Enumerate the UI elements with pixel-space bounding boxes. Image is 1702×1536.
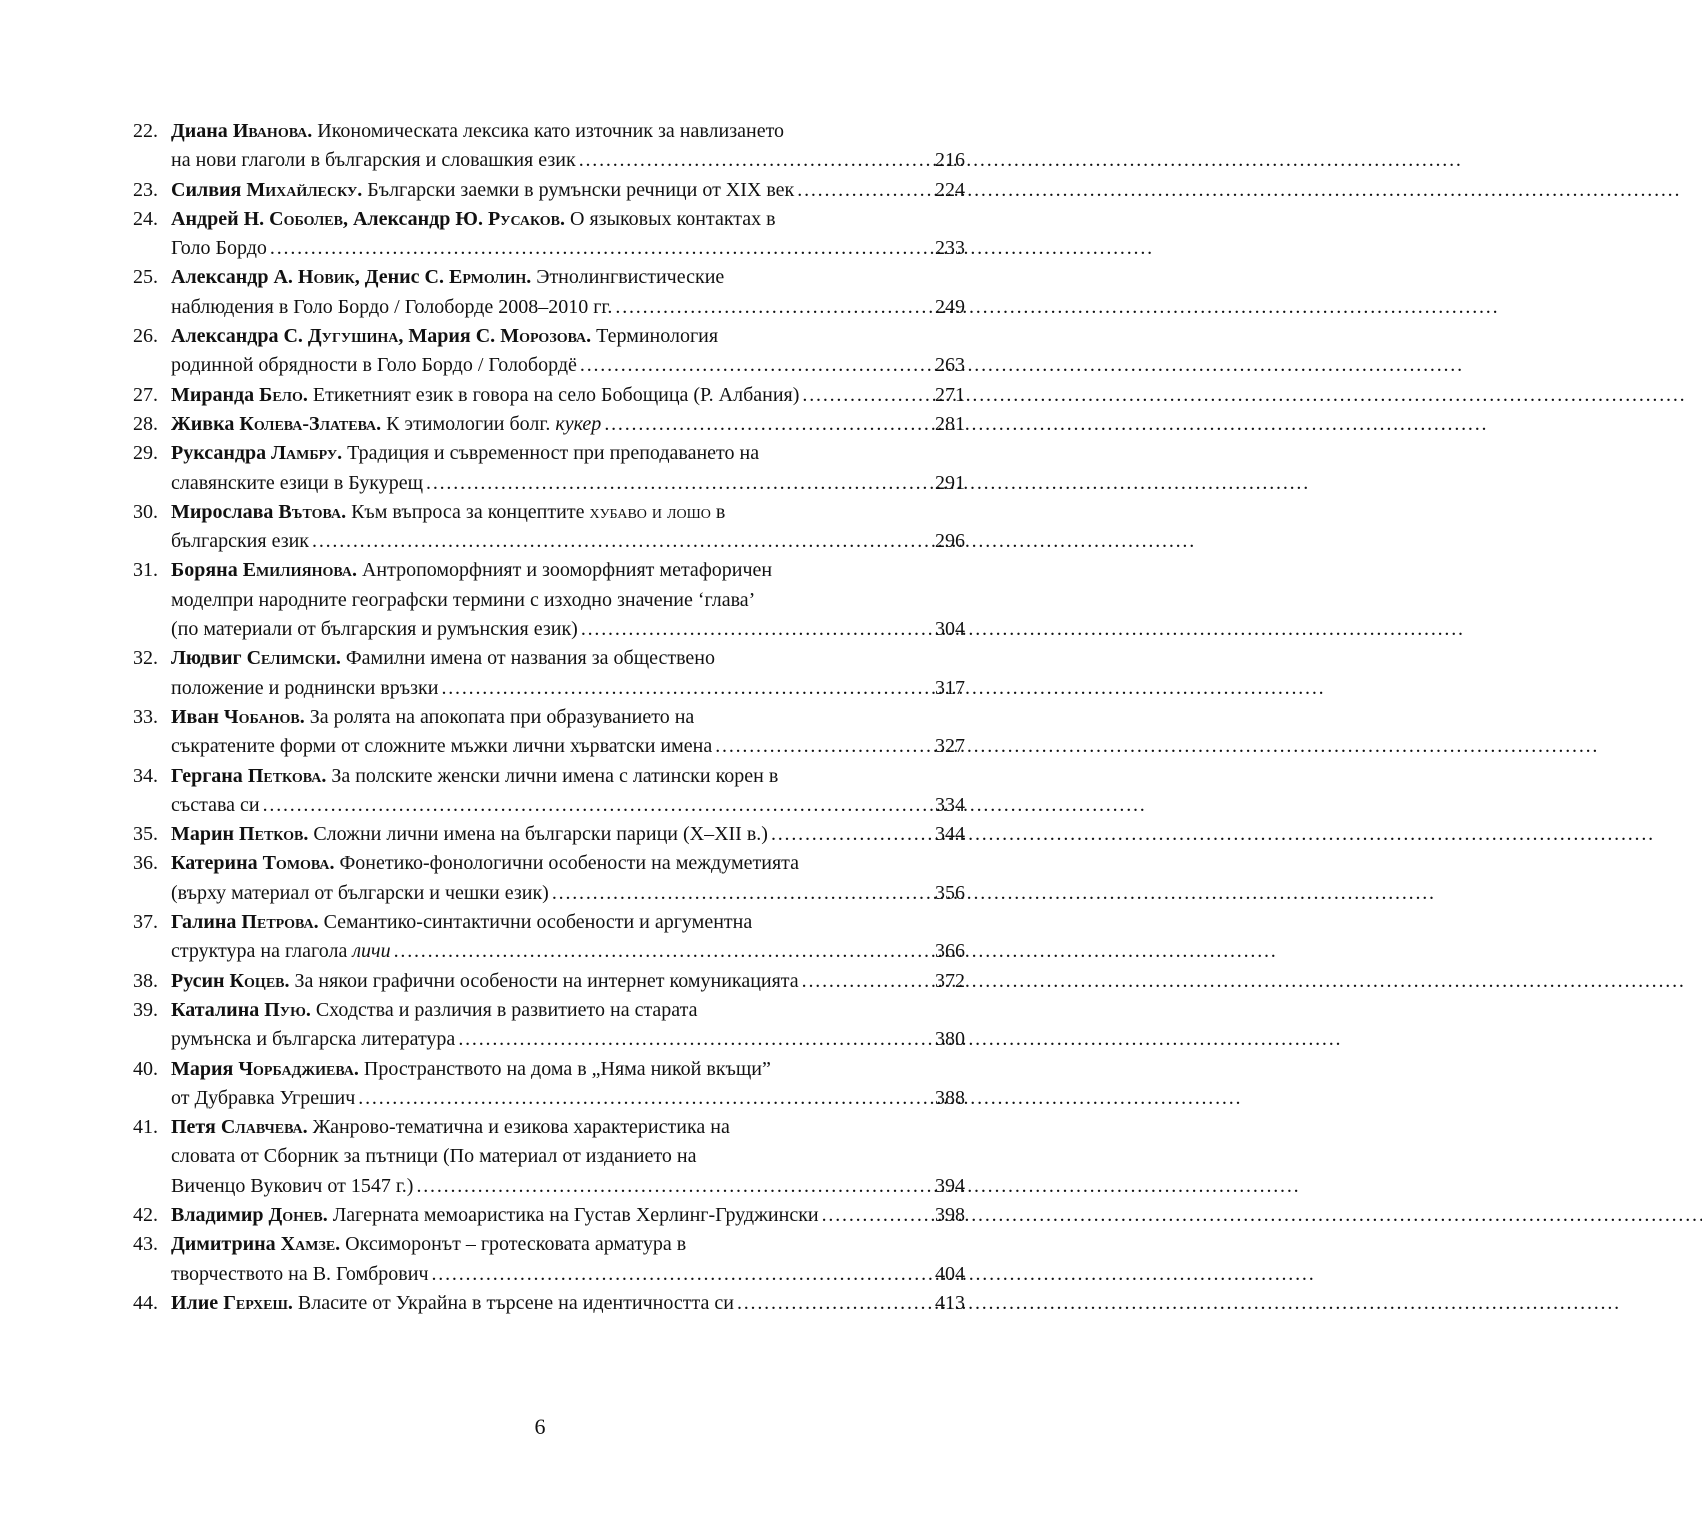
author-name-part: Русаков xyxy=(487,207,560,230)
toc-entry-heading xyxy=(171,556,772,585)
title-text-part: За някои графични особености на интернет комуникацията xyxy=(294,969,799,992)
toc-page-number[interactable]: 334 xyxy=(935,793,965,816)
toc-entry-continuation xyxy=(133,937,965,966)
toc-entry-number: 39. xyxy=(133,998,158,1021)
toc-entry[interactable] xyxy=(133,1230,965,1289)
toc-entry[interactable] xyxy=(133,644,965,703)
author-name-part: Владимир xyxy=(171,1203,269,1226)
toc-entry-heading xyxy=(171,703,694,732)
toc-entry-heading xyxy=(171,205,776,234)
dot-leader xyxy=(394,937,932,966)
toc-entry-number: 30. xyxy=(133,500,158,523)
toc-entry-continuation xyxy=(133,791,965,820)
author-name-part: . xyxy=(353,1057,359,1080)
author-name-part: . xyxy=(357,178,363,201)
toc-entry-line xyxy=(133,498,965,527)
title-text-part: Етикетният език в говора на село Бобощица (Р. Албания) xyxy=(307,383,800,406)
toc-entry-title-continued xyxy=(171,293,612,322)
author-name-part: . xyxy=(341,500,347,523)
author-name-part: . xyxy=(302,383,308,406)
author-name-part: Вътова xyxy=(278,500,342,523)
toc-entry-number: 33. xyxy=(133,705,158,728)
title-text-part: Сходства и различия в развитието на старата xyxy=(310,998,698,1021)
author-name-part: , Мария С. xyxy=(398,325,501,348)
author-name-part: Мирослава xyxy=(171,500,279,523)
title-text-part: Оксиморонът – гротесковата арматура в xyxy=(340,1233,687,1256)
author-name-part: , Денис С. xyxy=(354,266,449,289)
toc-entry-title-continued xyxy=(171,879,549,908)
toc-entry-number: 44. xyxy=(133,1291,158,1314)
author-name-part: Хамзе xyxy=(280,1233,336,1256)
toc-entry-continuation xyxy=(133,527,965,556)
toc-entry[interactable] xyxy=(133,849,965,908)
author-name-part: Морозова xyxy=(500,325,587,348)
author-name-part: . xyxy=(299,705,305,728)
toc-entry-heading xyxy=(171,1289,734,1318)
toc-entry-line xyxy=(133,205,965,234)
title-text-part: (върху материал от български и чешки език) xyxy=(171,881,549,904)
toc-entry-line xyxy=(133,644,965,673)
toc-entry-line xyxy=(133,996,965,1025)
toc-entry-number: 40. xyxy=(133,1057,158,1080)
toc-entry[interactable] xyxy=(133,498,965,557)
toc-entry-title-continued xyxy=(171,1260,429,1289)
toc-entry-number: 29. xyxy=(133,442,158,465)
toc-entry-heading xyxy=(171,908,752,937)
toc-entry-line xyxy=(133,908,965,937)
author-name-part: Русин xyxy=(171,969,230,992)
toc-entry[interactable] xyxy=(133,322,965,381)
toc-entry-number: 23. xyxy=(133,178,158,201)
author-name-part: Петкова xyxy=(247,764,322,787)
toc-entry-continuation xyxy=(133,1172,965,1201)
toc-entry-continuation xyxy=(133,732,965,761)
author-name-part: Силвия xyxy=(171,178,247,201)
toc-page-number[interactable]: 249 xyxy=(935,295,965,318)
toc-entry-number: 43. xyxy=(133,1233,158,1256)
toc-page-number[interactable]: 304 xyxy=(935,618,965,641)
toc-entry-heading xyxy=(171,410,601,439)
toc-page-number[interactable]: 216 xyxy=(935,149,965,172)
toc-entry-heading xyxy=(171,1055,771,1084)
dot-leader xyxy=(737,1289,932,1318)
title-text-part: Жанрово-тематична и езикова характеристика на xyxy=(307,1116,730,1139)
toc-entry[interactable] xyxy=(133,1055,965,1114)
dot-leader xyxy=(604,410,932,439)
toc-entry-continuation xyxy=(133,1260,965,1289)
toc-page-number[interactable]: 281 xyxy=(935,412,965,435)
toc-entry-heading xyxy=(171,439,759,468)
toc-entry-title-continued xyxy=(171,1084,355,1113)
toc-entry-line xyxy=(133,1230,965,1259)
toc-entry-continuation xyxy=(133,1084,965,1113)
author-name-part: Чорбаджиева xyxy=(238,1057,354,1080)
toc-entry-title-continued xyxy=(171,1025,455,1054)
toc-page-number[interactable]: 344 xyxy=(935,823,965,846)
toc-entry-title-continued xyxy=(171,351,577,380)
dot-leader xyxy=(358,1084,932,1113)
dot-leader xyxy=(715,732,932,761)
toc-page-number[interactable]: 413 xyxy=(935,1291,965,1314)
author-name-part: Марин xyxy=(171,823,240,846)
author-name-part: . xyxy=(337,442,343,465)
toc-entry-heading xyxy=(171,117,784,146)
toc-entry-heading xyxy=(171,381,799,410)
author-name-part: . xyxy=(351,559,357,582)
toc-entry-number: 27. xyxy=(133,383,158,406)
dot-leader xyxy=(552,879,932,908)
author-name-part: Колева-Златева xyxy=(239,412,377,435)
toc-page-number[interactable]: 356 xyxy=(935,881,965,904)
title-text-part: Пространството на дома в „Няма никой вкъщи” xyxy=(358,1057,771,1080)
title-text-part: К этимологии болг. xyxy=(381,412,556,435)
title-text-part: кукер xyxy=(555,412,602,435)
author-name-part: . xyxy=(313,911,319,934)
toc-page-number[interactable]: 394 xyxy=(935,1174,965,1197)
author-name-part: Живка xyxy=(171,412,240,435)
author-name-part: Ермолин xyxy=(448,266,527,289)
toc-entry-number: 22. xyxy=(133,120,158,142)
author-name-part: Димитрина xyxy=(171,1233,281,1256)
toc-entry-number: 37. xyxy=(133,911,158,934)
title-text-part: Терминология xyxy=(591,325,719,348)
toc-page-number[interactable]: 327 xyxy=(935,735,965,758)
dot-leader xyxy=(416,1172,932,1201)
title-text-part: българския език xyxy=(171,530,310,553)
title-text-part: румънска и българска литература xyxy=(171,1028,456,1051)
author-name-part: Боряна xyxy=(171,559,243,582)
toc-entry-continuation xyxy=(133,1142,965,1171)
author-name-part: Михайлеску xyxy=(246,178,358,201)
title-text-part: Традиция и съвременност при преподаването на xyxy=(342,442,760,465)
title-text-part: (по материали от българския и румънския език) xyxy=(171,618,578,641)
author-name-part: Коцев xyxy=(229,969,285,992)
toc-entry-title-continued xyxy=(171,234,267,263)
author-name-part: Петков xyxy=(239,823,304,846)
toc-entry[interactable] xyxy=(133,1113,965,1201)
toc-entry[interactable] xyxy=(133,410,965,439)
toc-entry-heading xyxy=(171,1201,819,1230)
author-name-part: Соболев xyxy=(269,207,343,230)
toc-entry-title-continued xyxy=(171,1172,413,1201)
title-text-part: словата от Сборник за пътници (По материал от изданието на xyxy=(171,1145,697,1168)
toc-page-number[interactable]: 404 xyxy=(935,1262,965,1285)
toc-entry-line xyxy=(133,1055,965,1084)
toc-entry-heading xyxy=(171,263,724,292)
author-name-part: Донев xyxy=(268,1203,323,1226)
author-name-part: Гергана xyxy=(171,764,248,787)
toc-entry-title-continued xyxy=(171,937,391,966)
author-name-part: . xyxy=(560,207,565,230)
dot-leader xyxy=(771,820,932,849)
dot-leader xyxy=(579,146,932,175)
title-text-part: Власите от Украйна в търсене на идентичността си xyxy=(292,1291,734,1314)
toc-page-number[interactable]: 291 xyxy=(935,471,965,494)
title-text-part: Икономическата лексика като източник за навлизането xyxy=(312,120,785,142)
title-text-part: Этнолингвистические xyxy=(531,266,725,289)
dot-leader xyxy=(426,469,932,498)
toc-entry-heading xyxy=(171,644,715,673)
toc-entry[interactable] xyxy=(133,1201,965,1230)
author-name-part: . xyxy=(287,1291,293,1314)
toc-entry-line xyxy=(133,703,965,732)
dot-leader xyxy=(581,615,932,644)
title-text-part: на нови глаголи в българския и словашкия език xyxy=(171,149,576,172)
toc-entry-heading xyxy=(171,762,778,791)
toc-page-number[interactable]: 380 xyxy=(935,1028,965,1051)
table-of-contents xyxy=(133,117,965,1318)
dot-leader xyxy=(615,293,932,322)
toc-entry-title-continued xyxy=(171,586,755,615)
author-name-part: Руксандра xyxy=(171,442,272,465)
toc-entry[interactable] xyxy=(133,117,965,176)
title-text-part: Лагерната мемоаристика на Густав Херлинг-Груджински xyxy=(327,1203,819,1226)
toc-entry-heading xyxy=(171,498,725,527)
toc-entry-number: 32. xyxy=(133,647,158,670)
author-name-part: . xyxy=(284,969,295,992)
toc-entry-heading xyxy=(171,1230,686,1259)
toc-entry-heading xyxy=(171,996,698,1025)
dot-leader xyxy=(797,176,932,205)
author-name-part: Александра С. xyxy=(171,325,308,348)
author-name-part: Галина xyxy=(171,911,242,934)
author-name-part: . xyxy=(321,764,327,787)
toc-entry-title-continued xyxy=(171,146,576,175)
toc-entry-number: 25. xyxy=(133,266,158,289)
toc-entry-continuation xyxy=(133,351,965,380)
toc-entry-line xyxy=(133,1289,965,1318)
author-name-part: . xyxy=(307,120,313,142)
author-name-part: Катерина xyxy=(171,852,263,875)
toc-entry-title-continued xyxy=(171,791,260,820)
toc-entry-title-continued xyxy=(171,527,309,556)
toc-entry-heading xyxy=(171,176,794,205)
dot-leader xyxy=(802,967,932,996)
toc-page-number[interactable]: 224 xyxy=(935,178,965,201)
title-text-part: Виченцо Вукович от 1547 г.) xyxy=(171,1174,414,1197)
toc-entry-number: 35. xyxy=(133,823,158,846)
toc-entry-number: 36. xyxy=(133,852,158,875)
title-text-part: Български заемки в румънски речници от XIX век xyxy=(362,178,795,201)
toc-entry-continuation xyxy=(133,1025,965,1054)
author-name-part: Бело xyxy=(259,383,303,406)
title-text-part: За ролята на апокопата при образуванието на xyxy=(304,705,695,728)
title-text-part: творчеството на В. Гомбрович xyxy=(171,1262,429,1285)
toc-page-number[interactable]: 271 xyxy=(935,383,965,406)
title-text-part: Голо Бордо xyxy=(171,237,267,260)
author-name-part: Илие xyxy=(171,1291,224,1314)
author-name-part: Миранда xyxy=(171,383,260,406)
title-text-part: О языковых контактах в xyxy=(565,207,776,230)
toc-entry-line xyxy=(133,762,965,791)
toc-entry-number: 38. xyxy=(133,969,158,992)
dot-leader xyxy=(263,791,932,820)
title-text-part: Фонетико-фонологични особености на междуметията xyxy=(334,852,800,875)
dot-leader xyxy=(822,1201,932,1230)
toc-page-number[interactable]: 372 xyxy=(935,969,965,992)
toc-entry-line xyxy=(133,439,965,468)
toc-entry-heading xyxy=(171,849,799,878)
author-name-part: Иван xyxy=(171,705,224,728)
toc-entry-line xyxy=(133,967,965,996)
author-name-part: . xyxy=(526,266,532,289)
toc-entry-continuation xyxy=(133,293,965,322)
toc-entry[interactable] xyxy=(133,762,965,821)
author-name-part: . xyxy=(302,1116,308,1139)
toc-page-number[interactable]: 398 xyxy=(935,1203,965,1226)
author-name-part: . xyxy=(303,823,309,846)
title-text-part: от Дубравка Угрешич xyxy=(171,1086,356,1109)
author-name-part: Петя xyxy=(171,1116,221,1139)
toc-entry-line xyxy=(133,1201,965,1230)
author-name-part: Андрей Н. xyxy=(171,207,270,230)
title-text-part: Семантико-синтактични особености и аргументна xyxy=(318,911,753,934)
author-name-part: Томова xyxy=(262,852,330,875)
author-name-part: Александр А. xyxy=(171,266,298,289)
author-name-part: Дугушина xyxy=(307,325,399,348)
author-name-part: . xyxy=(335,647,341,670)
toc-entry-continuation xyxy=(133,146,965,175)
toc-entry[interactable] xyxy=(133,439,965,498)
author-name-part: Петрова xyxy=(241,911,314,934)
toc-entry[interactable] xyxy=(133,176,965,205)
toc-entry-number: 31. xyxy=(133,559,158,582)
toc-entry-continuation xyxy=(133,879,965,908)
toc-page-number[interactable]: 263 xyxy=(935,354,965,377)
toc-entry-heading xyxy=(171,1113,730,1142)
author-name-part: . xyxy=(329,852,335,875)
title-text-part: За полските женски лични имена с латински корен в xyxy=(326,764,779,787)
title-text-part: Антропоморфният и зооморфният метафоричен xyxy=(356,559,773,582)
toc-entry[interactable] xyxy=(133,908,965,967)
toc-entry-line xyxy=(133,849,965,878)
toc-entry-line xyxy=(133,322,965,351)
author-name-part: Людвиг xyxy=(171,647,247,670)
author-name-part: Диана xyxy=(171,120,233,142)
dot-leader xyxy=(802,381,932,410)
author-name-part: . xyxy=(305,998,311,1021)
title-text-part: Сложни лични имена на български парици (X–XII в.) xyxy=(308,823,768,846)
toc-entry-line xyxy=(133,176,965,205)
title-text-part: наблюдения в Голо Бордо / Голоборде 2008–2010 гг. xyxy=(171,295,613,318)
toc-entry-continuation xyxy=(133,674,965,703)
dot-leader xyxy=(441,674,932,703)
author-name-part: Емилиянова xyxy=(242,559,352,582)
toc-entry[interactable] xyxy=(133,205,965,264)
toc-entry[interactable] xyxy=(133,820,965,849)
title-text-part: хубаво и лошо xyxy=(589,500,711,523)
toc-entry-number: 24. xyxy=(133,207,158,230)
toc-entry[interactable] xyxy=(133,1289,965,1318)
title-text-part: моделпри народните географски термини с изходно значение ‘глава’ xyxy=(171,588,756,611)
title-text-part: Към въпроса за концептите xyxy=(346,500,590,523)
toc-entry[interactable] xyxy=(133,703,965,762)
toc-entry[interactable] xyxy=(133,381,965,410)
author-name-part: , Александр Ю. xyxy=(342,207,488,230)
toc-page-number[interactable]: 317 xyxy=(935,676,965,699)
toc-entry-title-continued xyxy=(171,615,578,644)
toc-entry-heading xyxy=(171,967,799,996)
toc-entry-line xyxy=(133,381,965,410)
author-name-part: Ламбру xyxy=(271,442,338,465)
toc-entry-number: 28. xyxy=(133,412,158,435)
author-name-part: . xyxy=(322,1203,328,1226)
toc-page-number[interactable]: 233 xyxy=(935,237,965,260)
toc-page-number[interactable]: 388 xyxy=(935,1086,965,1109)
author-name-part: Мария xyxy=(171,1057,239,1080)
toc-entry-line xyxy=(133,556,965,585)
title-text-part: структура на глагола xyxy=(171,940,353,963)
dot-leader xyxy=(312,527,932,556)
author-name-part: . xyxy=(335,1233,341,1256)
toc-entry-title-continued xyxy=(171,732,712,761)
toc-entry[interactable] xyxy=(133,996,965,1055)
title-text-part: съкратените форми от сложните мъжки лични хърватски имена xyxy=(171,735,713,758)
toc-entry-continuation xyxy=(133,586,965,615)
title-text-part: състава си xyxy=(171,793,260,816)
toc-page-number[interactable]: 366 xyxy=(935,940,965,963)
toc-entry-line xyxy=(133,1113,965,1142)
title-text-part: славянските езици в Букурещ xyxy=(171,471,424,494)
toc-entry-number: 41. xyxy=(133,1116,158,1139)
toc-entry[interactable] xyxy=(133,263,965,322)
dot-leader xyxy=(580,351,932,380)
dot-leader xyxy=(458,1025,932,1054)
title-text-part: Фамилни имена от названия за обществено xyxy=(340,647,715,670)
title-text-part: положение и роднински връзки xyxy=(171,676,439,699)
dot-leader xyxy=(270,234,932,263)
title-text-part: в xyxy=(710,500,726,523)
toc-entry[interactable] xyxy=(133,556,965,644)
toc-entry-title-continued xyxy=(171,674,438,703)
toc-entry-number: 34. xyxy=(133,764,158,787)
toc-entry-heading xyxy=(171,820,768,849)
toc-entry-line xyxy=(133,820,965,849)
toc-entry-number: 26. xyxy=(133,325,158,348)
toc-entry-continuation xyxy=(133,469,965,498)
toc-entry-line xyxy=(133,263,965,292)
toc-page-number[interactable]: 296 xyxy=(935,530,965,553)
toc-entry[interactable] xyxy=(133,967,965,996)
toc-entry-line xyxy=(133,117,965,146)
dot-leader xyxy=(432,1260,933,1289)
toc-entry-continuation xyxy=(133,234,965,263)
toc-entry-line xyxy=(133,410,965,439)
author-name-part: Каталина xyxy=(171,998,265,1021)
author-name-part: Селимски xyxy=(246,647,336,670)
title-text-part: личи xyxy=(352,940,391,963)
author-name-part: Новик xyxy=(297,266,355,289)
toc-entry-continuation xyxy=(133,615,965,644)
author-name-part: Славчева xyxy=(220,1116,303,1139)
author-name-part: Герхеш xyxy=(223,1291,288,1314)
page-number: 6 xyxy=(534,1414,546,1439)
author-name-part: Пую xyxy=(264,998,306,1021)
toc-entry-heading xyxy=(171,322,718,351)
author-name-part: . xyxy=(586,325,592,348)
toc-entry-title-continued xyxy=(171,469,423,498)
author-name-part: . xyxy=(376,412,382,435)
toc-entry-number: 42. xyxy=(133,1203,158,1226)
author-name-part: Иванова xyxy=(232,120,308,142)
author-name-part: Чобанов xyxy=(223,705,300,728)
toc-entry-title-continued xyxy=(171,1142,696,1171)
title-text-part: родинной обрядности в Голо Бордо / Голобордё xyxy=(171,354,577,377)
